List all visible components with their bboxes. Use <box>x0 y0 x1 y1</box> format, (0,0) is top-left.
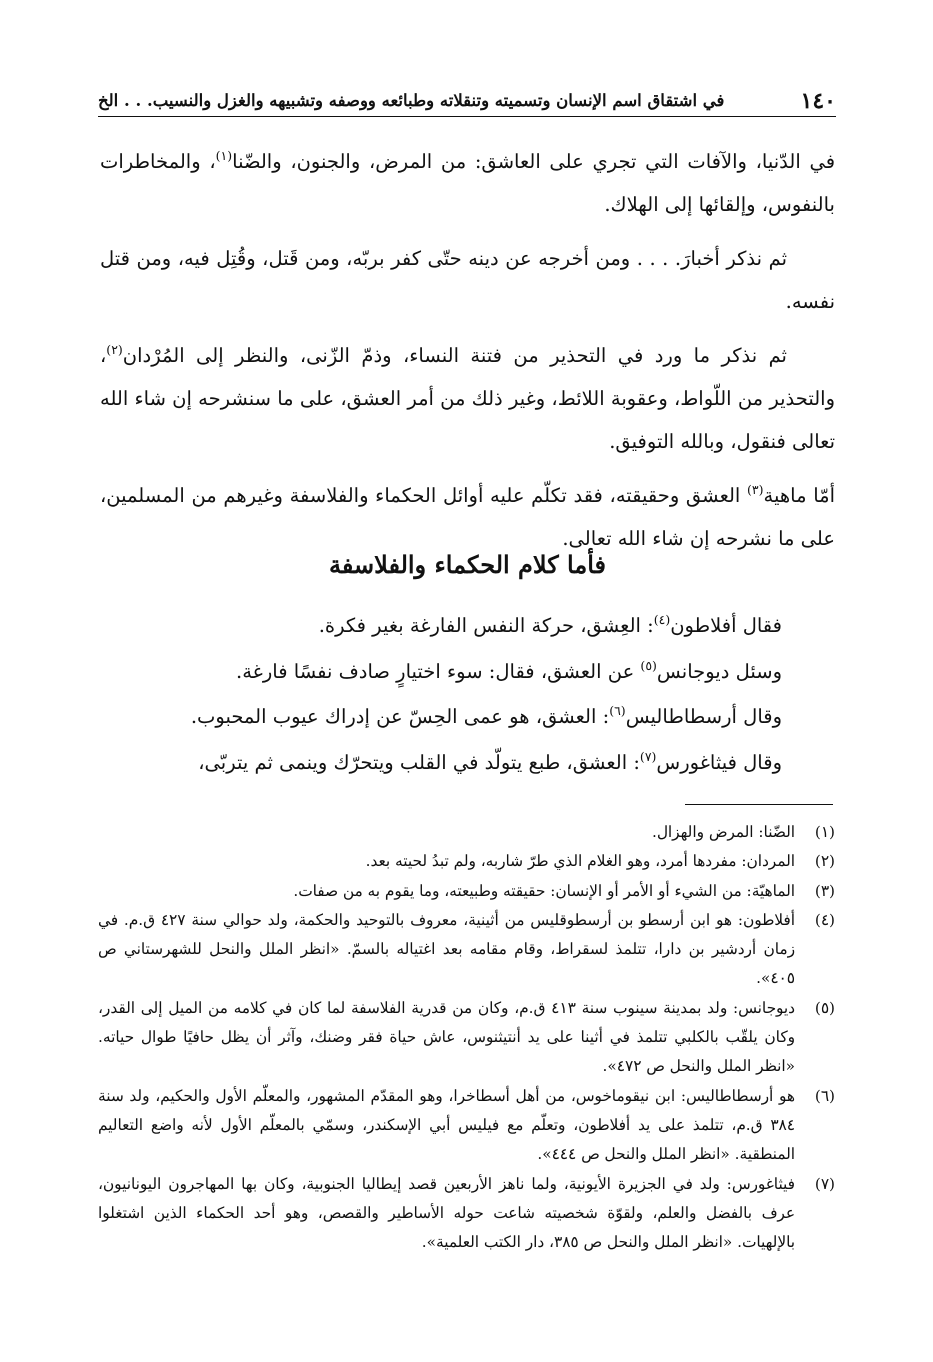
footnote-ref: (١) <box>215 148 233 163</box>
footnote-ref: (٣) <box>747 482 764 497</box>
footnote-text: ديوجانس: ولد بمدينة سينوب سنة ٤١٣ ق.م، وكان من قدرية الفلاسفة لما كان في كلامه من الميل إلى القدر، وكان يلقّب بالكلبي تتلمذ في أثينا على يد أنتيثنوس، عاش حياة فقر وضنك، وآثر أن يظل حافيًا طوال حياته. «انظر الملل والنحل ص ٤٧٢». <box>98 998 795 1076</box>
quote-line: وقال أرسطاطاليس$^{(٦)}$: العشق، هو عمى الحِسّ عن إدراك عيوب المحبوب. <box>190 703 782 728</box>
footnote-text: أفلاطون: هو ابن أرسطو بن أرسطوقليس من أثينية، معروف بالتوحيد والحكمة، ولد حوالي سنة ٤٢٧ ق.م. في زمان أردشير بن دارا، تتلمذ لسقراط، وقام مقامه بعد اغتياله بالسمّ. «انظر الملل والنحل للشهرستاني ص ٤٠٥». <box>98 910 795 988</box>
paragraph: في الدّنيا، والآفات التي تجري على العاشق: من المرض، والجنون، والضّنا$^{(١)}$، والمخاطرات بالنفوس، وإلقائها إلى الهلاك. <box>100 148 836 216</box>
footnote <box>98 847 835 876</box>
running-title: في اشتقاق اسم الإنسان وتسميته وتنقلاته وطبائعه ووصفه وتشبيهه والغزل والنسيب. . . الخ <box>98 91 725 110</box>
footnote-ref: (٥) <box>640 657 657 673</box>
footnote-number: (٣) <box>814 881 835 900</box>
footnote-separator <box>685 804 833 805</box>
footnote-number: (١) <box>814 823 835 841</box>
footnote-text: فيثاغورس: ولد في الجزيرة الأيونية، ولما ناهز الأربعين قصد إيطاليا الجنوبية، وكان بها المهاجرون اليونانيون، عرف بالفضل والعلم، ولقوّة شخصيته شاعت حوله الأساطير والقصص، وهو أحد الحكماء الذين اشتغلوا بالإلهيات. «انظر الملل والنحل ص ٣٨٥، دار الكتب العلمية». <box>98 1174 795 1252</box>
quote-line: وقال فيثاغورس$^{(٧)}$: العشق، طبع يتولّد في القلب ويتحرّك وينمى ثم يتربّى، <box>198 748 782 774</box>
footnote-ref: (٤) <box>653 612 671 627</box>
paragraph: ثم نذكر ما ورد في التحذير من فتنة النساء، وذمّ الزّنى، والنظر إلى المُرْدان$^{(٢)}$، والتحذير من اللّواط، وعقوبة اللائط، وغير ذلك من أمر العشق، على ما سنشرحه إن شاء الله تعالى فنقول، وبالله التوفيق. <box>100 342 835 453</box>
footnote <box>98 994 835 1082</box>
footnote-text: المردان: مفردها أمرد، وهو الغلام الذي طرّ شاربه، ولم تبدُ لحيته بعد. <box>365 852 795 871</box>
philosopher-quotes <box>100 603 835 785</box>
footnote-number: (٦) <box>814 1086 835 1105</box>
section-heading: فأما كلام الحكماء والفلاسفة <box>329 550 606 579</box>
footnote-number: (٤) <box>814 910 835 929</box>
footnote-ref: (٧) <box>639 748 657 764</box>
paragraph: أمّا ماهية$^{(٣)}$ العشق وحقيقته، فقد تكلّم عليه أوائل الحكماء والفلاسفة وغيرهم من المسلمين، على ما نشرحه إن شاء الله تعالى. <box>100 482 835 550</box>
quote-line: فقال أفلاطون$^{(٤)}$: العِشق، حركة النفس الفارغة بغير فكرة. <box>318 612 782 637</box>
footnote <box>98 906 835 994</box>
paragraph: ثم نذكر أخبارَ. . . . ومن أخرجه عن دينه حتّى كفر بربّه، ومن قَتل، وقُتِل فيه، ومن قتل نفسه. <box>100 247 835 313</box>
footnote-text: الماهيّة: من الشيء أو الأمر أو الإنسان: حقيقته وطبيعته، وما يقوم به من صفات. <box>293 881 795 900</box>
footnote-ref: (٦) <box>609 703 626 718</box>
footnote-number: (٢) <box>814 852 835 871</box>
page-number: ١٤٠ <box>800 88 836 114</box>
footnote <box>98 877 835 906</box>
footnote <box>98 1082 835 1170</box>
quote-line: وسئل ديوجانس$^{(٥)}$ عن العشق، فقال: سوء اختيارٍ صادف نفسًا فارغة. <box>236 657 782 683</box>
footnote-text: هو أرسطاطاليس: ابن نيقوماخوس، من أهل أسطاخرا، وهو المقدّم المشهور، والمعلّم الأول والحكيم، ولد سنة ٣٨٤ ق.م، تتلمذ على يد أفلاطون، وتعلّم مع فيليس أبي الإسكندر، وسمّي بالمعلّم الأول لأنه واضع التعاليم المنطقية. «انظر الملل والنحل ص ٤٤٤». <box>98 1086 795 1164</box>
footnote-number: (٧) <box>814 1174 835 1193</box>
footnote <box>98 818 835 847</box>
footnote-text: الضّنا: المرض والهزال. <box>651 823 795 841</box>
footnotes <box>98 818 835 1257</box>
running-header <box>98 86 836 117</box>
footnote <box>98 1170 835 1258</box>
footnote-number: (٥) <box>814 998 835 1017</box>
footnote-ref: (٢) <box>106 342 123 357</box>
main-text <box>100 140 835 571</box>
